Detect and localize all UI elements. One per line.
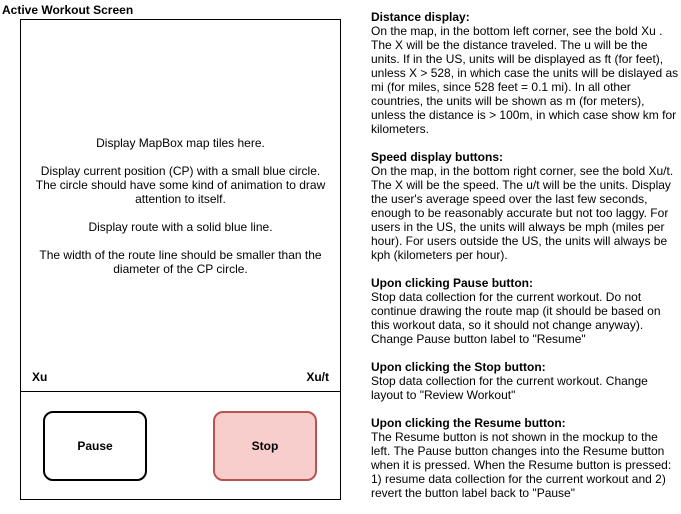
note-heading: Upon clicking Pause button: xyxy=(371,276,534,290)
map-instruction-position: Display current position (CP) with a small blue circle. The circle should have some kind of animation to draw attention to itself. xyxy=(35,164,326,206)
map-area[interactable] xyxy=(21,20,340,391)
note-resume-button xyxy=(371,416,679,500)
controls-divider xyxy=(21,391,340,392)
page-title: Active Workout Screen xyxy=(2,3,134,17)
note-heading: Speed display buttons: xyxy=(371,150,504,164)
note-heading: Upon clicking the Resume button: xyxy=(371,416,566,430)
map-instruction-route: Display route with a solid blue line. xyxy=(88,220,273,234)
note-heading: Distance display: xyxy=(371,10,470,24)
note-body: Stop data collection for the current workout. Do not continue drawing the route map (it should be based on this workout data, so it should not change anyway). Change Pause button label to "Resume" xyxy=(371,290,661,346)
speed-display[interactable]: Xu/t xyxy=(306,370,329,384)
stop-button[interactable]: Stop xyxy=(213,411,317,481)
note-body: On the map, in the bottom left corner, see the bold Xu . The X will be the distance traveled. The u will be the units. If in the US, units will be displayed as ft (for feet), unless X > 528, in which case the units will be dislayed as mi (for miles, since 528 feet = 0.1 mi). In all other countries, the units will be shown as m (for meters), unless the distance is > 100m, in which case show km for kilometers. xyxy=(371,24,679,136)
note-heading: Upon clicking the Stop button: xyxy=(371,360,546,374)
note-distance-display xyxy=(371,10,679,136)
note-body: On the map, in the bottom right corner, see the bold Xu/t. The X will be the speed. The u/t will be the units. Display the user's average speed over the last few seconds, enough to be reasonably accurate but not too laggy. For users in the US, the units will always be mph (miles per hour). For users outside the US, the units will always be kph (kilometers per hour). xyxy=(371,164,674,262)
distance-display: Xu xyxy=(32,370,48,384)
pause-button[interactable]: Pause xyxy=(43,411,147,481)
note-pause-button xyxy=(371,276,679,346)
map-instruction-route-width: The width of the route line should be smaller than the diameter of the CP circle. xyxy=(39,248,322,276)
spec-notes xyxy=(371,10,679,514)
phone-mockup xyxy=(20,19,341,500)
note-speed-display xyxy=(371,150,679,262)
note-stop-button xyxy=(371,360,679,402)
note-body: The Resume button is not shown in the mockup to the left. The Pause button changes into the Resume button when it is pressed. When the Resume button is pressed: 1) resume data collection for the current workout and 2) revert the button label back to "Pause" xyxy=(371,430,672,500)
map-placeholder-text xyxy=(21,136,340,276)
note-body: Stop data collection for the current workout. Change layout to "Review Workout" xyxy=(371,374,648,402)
map-instruction-tiles: Display MapBox map tiles here. xyxy=(96,136,265,150)
